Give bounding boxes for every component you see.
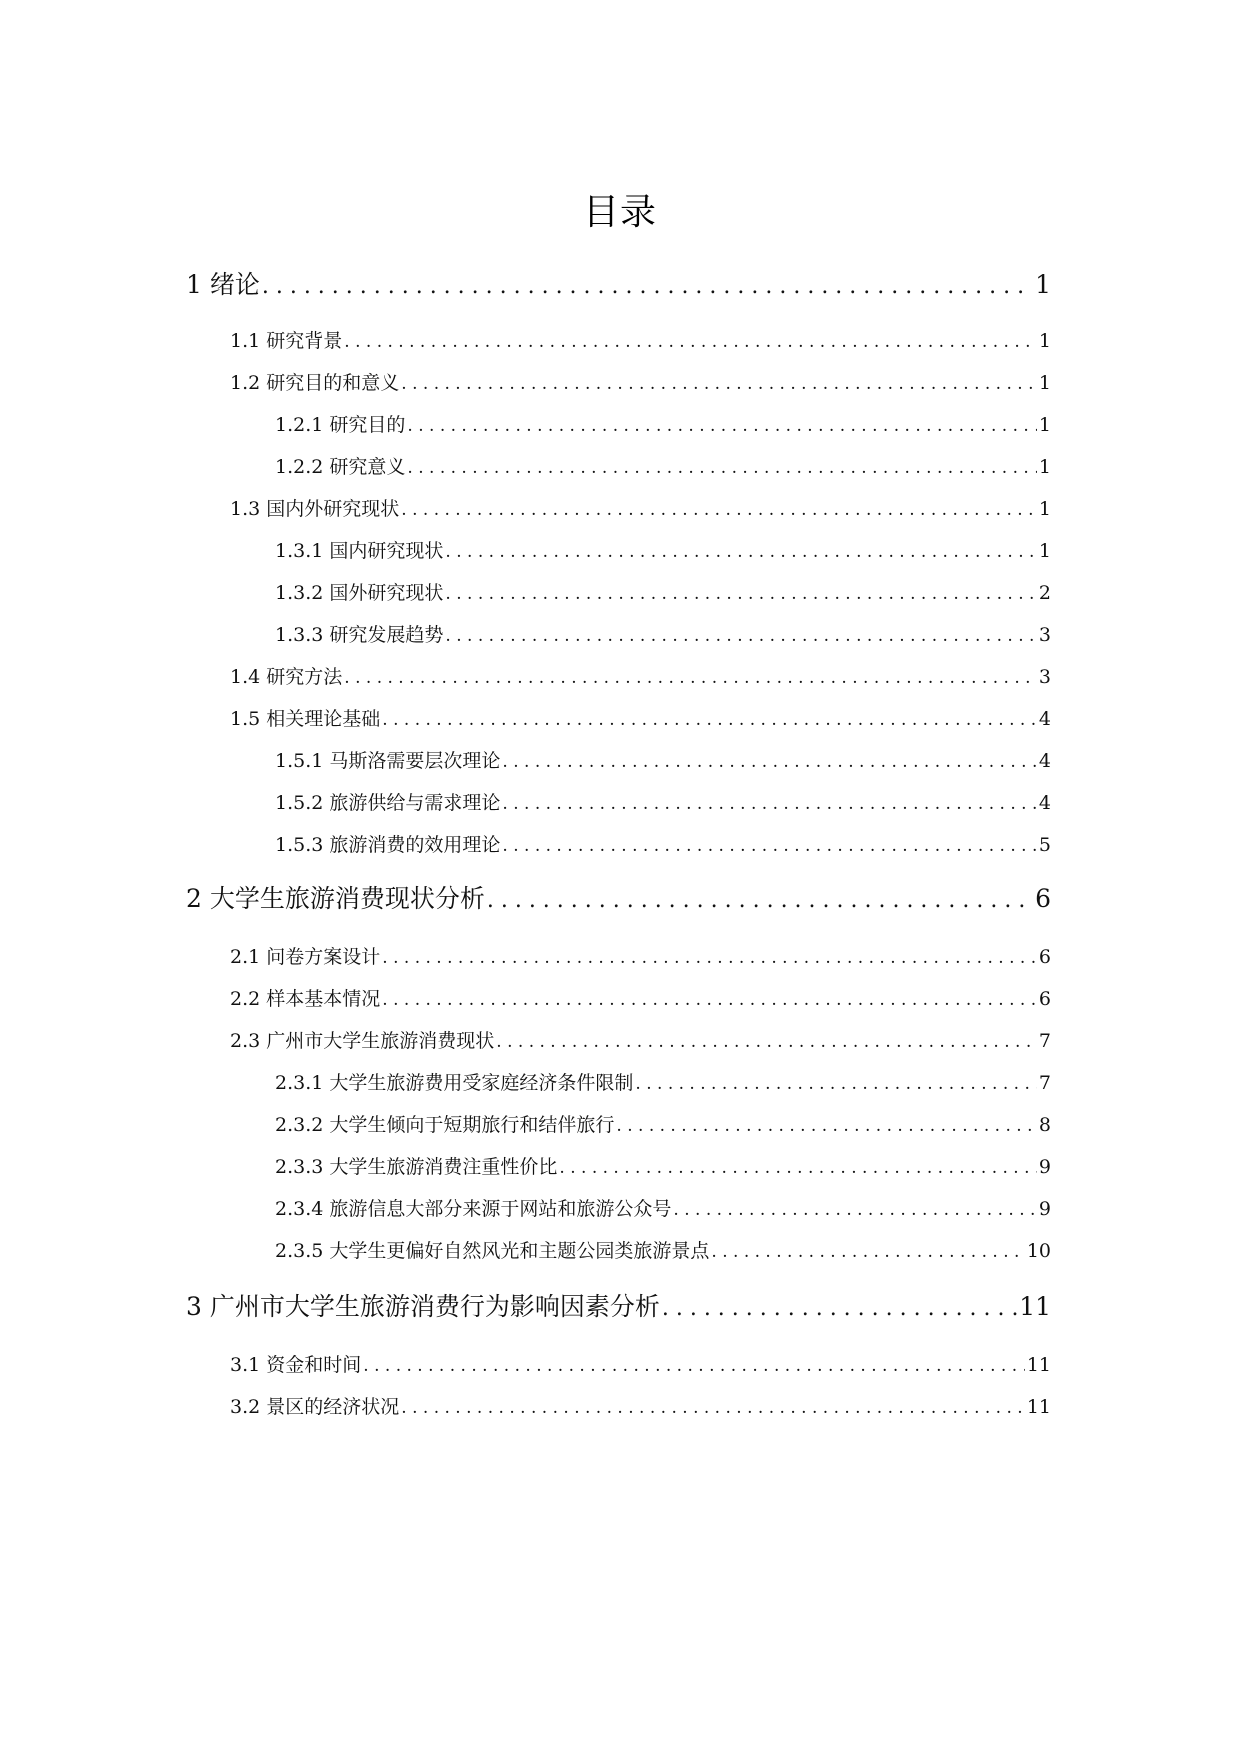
toc-page-number: 6 — [1038, 946, 1051, 968]
toc-entry-subsection[interactable] — [275, 1237, 1051, 1266]
toc-entry-section[interactable] — [230, 1351, 1051, 1380]
toc-page-number: 2 — [1038, 582, 1051, 604]
toc-entry-section[interactable] — [230, 369, 1051, 398]
toc-entry-section[interactable] — [230, 495, 1051, 524]
toc-page-number: 3 — [1038, 624, 1051, 646]
page-title: 目录 — [582, 192, 657, 233]
toc-page-number: 11 — [1019, 1292, 1051, 1321]
toc-entry-label: 1.3.2 国外研究现状 — [275, 582, 444, 604]
dot-leader — [407, 454, 1037, 482]
dot-leader — [407, 412, 1037, 440]
toc-entry-label: 1.5.3 旅游消费的效用理论 — [275, 834, 501, 856]
dot-leader — [344, 664, 1037, 692]
dot-leader — [711, 1238, 1024, 1266]
toc-entry-label: 1.3.3 研究发展趋势 — [275, 624, 444, 646]
dot-leader — [487, 884, 1033, 918]
toc-entry-subsection[interactable] — [275, 621, 1051, 650]
toc-entry-section[interactable] — [230, 943, 1051, 972]
dot-leader — [382, 944, 1037, 972]
toc-page-number: 6 — [1035, 884, 1051, 913]
dot-leader — [382, 706, 1037, 734]
toc-page-number: 1 — [1035, 270, 1051, 299]
toc-page-number: 1 — [1038, 540, 1051, 562]
toc-entry-label: 3 广州市大学生旅游消费行为影响因素分析 — [186, 1292, 660, 1321]
toc-entry-label: 2.3.4 旅游信息大部分来源于网站和旅游公众号 — [275, 1198, 672, 1220]
toc-entry-subsection[interactable] — [275, 453, 1051, 482]
toc-page-number: 1 — [1038, 498, 1051, 520]
toc-page-number: 7 — [1038, 1030, 1051, 1052]
toc-entry-chapter-1[interactable] — [186, 268, 1051, 304]
dot-leader — [496, 1028, 1037, 1056]
toc-page-number: 5 — [1038, 834, 1051, 856]
toc-entry-section[interactable] — [230, 705, 1051, 734]
dot-leader — [559, 1154, 1037, 1182]
toc-page-number: 11 — [1026, 1354, 1051, 1376]
toc-entry-label: 1.5.1 马斯洛需要层次理论 — [275, 750, 501, 772]
toc-entry-label: 2.3.5 大学生更偏好自然风光和主题公园类旅游景点 — [275, 1240, 710, 1262]
dot-leader — [635, 1070, 1037, 1098]
toc-page-number: 1 — [1038, 456, 1051, 478]
toc-entry-label: 1.4 研究方法 — [230, 666, 343, 688]
dot-leader — [445, 538, 1037, 566]
dot-leader — [401, 496, 1037, 524]
dot-leader — [401, 1394, 1025, 1422]
toc-page-number: 7 — [1038, 1072, 1051, 1094]
toc-entry-label: 1.2 研究目的和意义 — [230, 372, 400, 394]
toc-page-number: 4 — [1038, 708, 1051, 730]
toc-page-number: 10 — [1026, 1240, 1051, 1262]
toc-page-number: 1 — [1038, 414, 1051, 436]
toc-entry-section[interactable] — [230, 985, 1051, 1014]
toc-entry-label: 1.5 相关理论基础 — [230, 708, 381, 730]
toc-entry-label: 2.1 问卷方案设计 — [230, 946, 381, 968]
toc-entry-subsection[interactable] — [275, 579, 1051, 608]
toc-entry-label: 1.3 国内外研究现状 — [230, 498, 400, 520]
toc-entry-label: 2.3.1 大学生旅游费用受家庭经济条件限制 — [275, 1072, 634, 1094]
dot-leader — [445, 580, 1037, 608]
toc-entry-label: 1.2.2 研究意义 — [275, 456, 406, 478]
toc-page-number: 3 — [1038, 666, 1051, 688]
toc-entry-label: 2 大学生旅游消费现状分析 — [186, 884, 485, 913]
toc-entry-chapter-2[interactable] — [186, 882, 1051, 918]
toc-page-number: 9 — [1038, 1156, 1051, 1178]
toc-entry-subsection[interactable] — [275, 1111, 1051, 1140]
dot-leader — [401, 370, 1037, 398]
dot-leader — [344, 328, 1037, 356]
dot-leader — [673, 1196, 1037, 1224]
toc-entry-section[interactable] — [230, 1027, 1051, 1056]
toc-entry-label: 2.3.2 大学生倾向于短期旅行和结伴旅行 — [275, 1114, 615, 1136]
dot-leader — [616, 1112, 1037, 1140]
toc-entry-section[interactable] — [230, 327, 1051, 356]
toc-page-number: 1 — [1038, 372, 1051, 394]
toc-entry-section[interactable] — [230, 1393, 1051, 1422]
toc-entry-section[interactable] — [230, 663, 1051, 692]
dot-leader — [382, 986, 1037, 1014]
toc-page-number: 4 — [1038, 792, 1051, 814]
toc-entry-subsection[interactable] — [275, 411, 1051, 440]
toc-entry-label: 2.2 样本基本情况 — [230, 988, 381, 1010]
toc-entry-subsection[interactable] — [275, 537, 1051, 566]
dot-leader — [662, 1292, 1017, 1326]
toc-entry-label: 2.3.3 大学生旅游消费注重性价比 — [275, 1156, 558, 1178]
toc-entry-subsection[interactable] — [275, 1195, 1051, 1224]
toc-entry-label: 1 绪论 — [186, 270, 260, 299]
toc-entry-label: 1.5.2 旅游供给与需求理论 — [275, 792, 501, 814]
toc-entry-subsection[interactable] — [275, 1153, 1051, 1182]
dot-leader — [363, 1352, 1025, 1380]
toc-page-number: 4 — [1038, 750, 1051, 772]
toc-entry-label: 3.1 资金和时间 — [230, 1354, 362, 1376]
dot-leader — [502, 748, 1037, 776]
dot-leader — [262, 270, 1033, 304]
toc-entry-subsection[interactable] — [275, 831, 1051, 860]
toc-entry-subsection[interactable] — [275, 1069, 1051, 1098]
toc-entry-subsection[interactable] — [275, 747, 1051, 776]
toc-entry-label: 3.2 景区的经济状况 — [230, 1396, 400, 1418]
toc-entry-label: 1.3.1 国内研究现状 — [275, 540, 444, 562]
toc-entry-chapter-3[interactable] — [186, 1290, 1051, 1326]
toc-page-number: 6 — [1038, 988, 1051, 1010]
dot-leader — [502, 832, 1037, 860]
toc-page-number: 11 — [1026, 1396, 1051, 1418]
toc-entry-label: 1.1 研究背景 — [230, 330, 343, 352]
dot-leader — [445, 622, 1037, 650]
toc-page-number: 1 — [1038, 330, 1051, 352]
toc-entry-label: 2.3 广州市大学生旅游消费现状 — [230, 1030, 495, 1052]
toc-page-number: 8 — [1038, 1114, 1051, 1136]
toc-entry-label: 1.2.1 研究目的 — [275, 414, 406, 436]
toc-page-number: 9 — [1038, 1198, 1051, 1220]
toc-entry-subsection[interactable] — [275, 789, 1051, 818]
dot-leader — [502, 790, 1037, 818]
